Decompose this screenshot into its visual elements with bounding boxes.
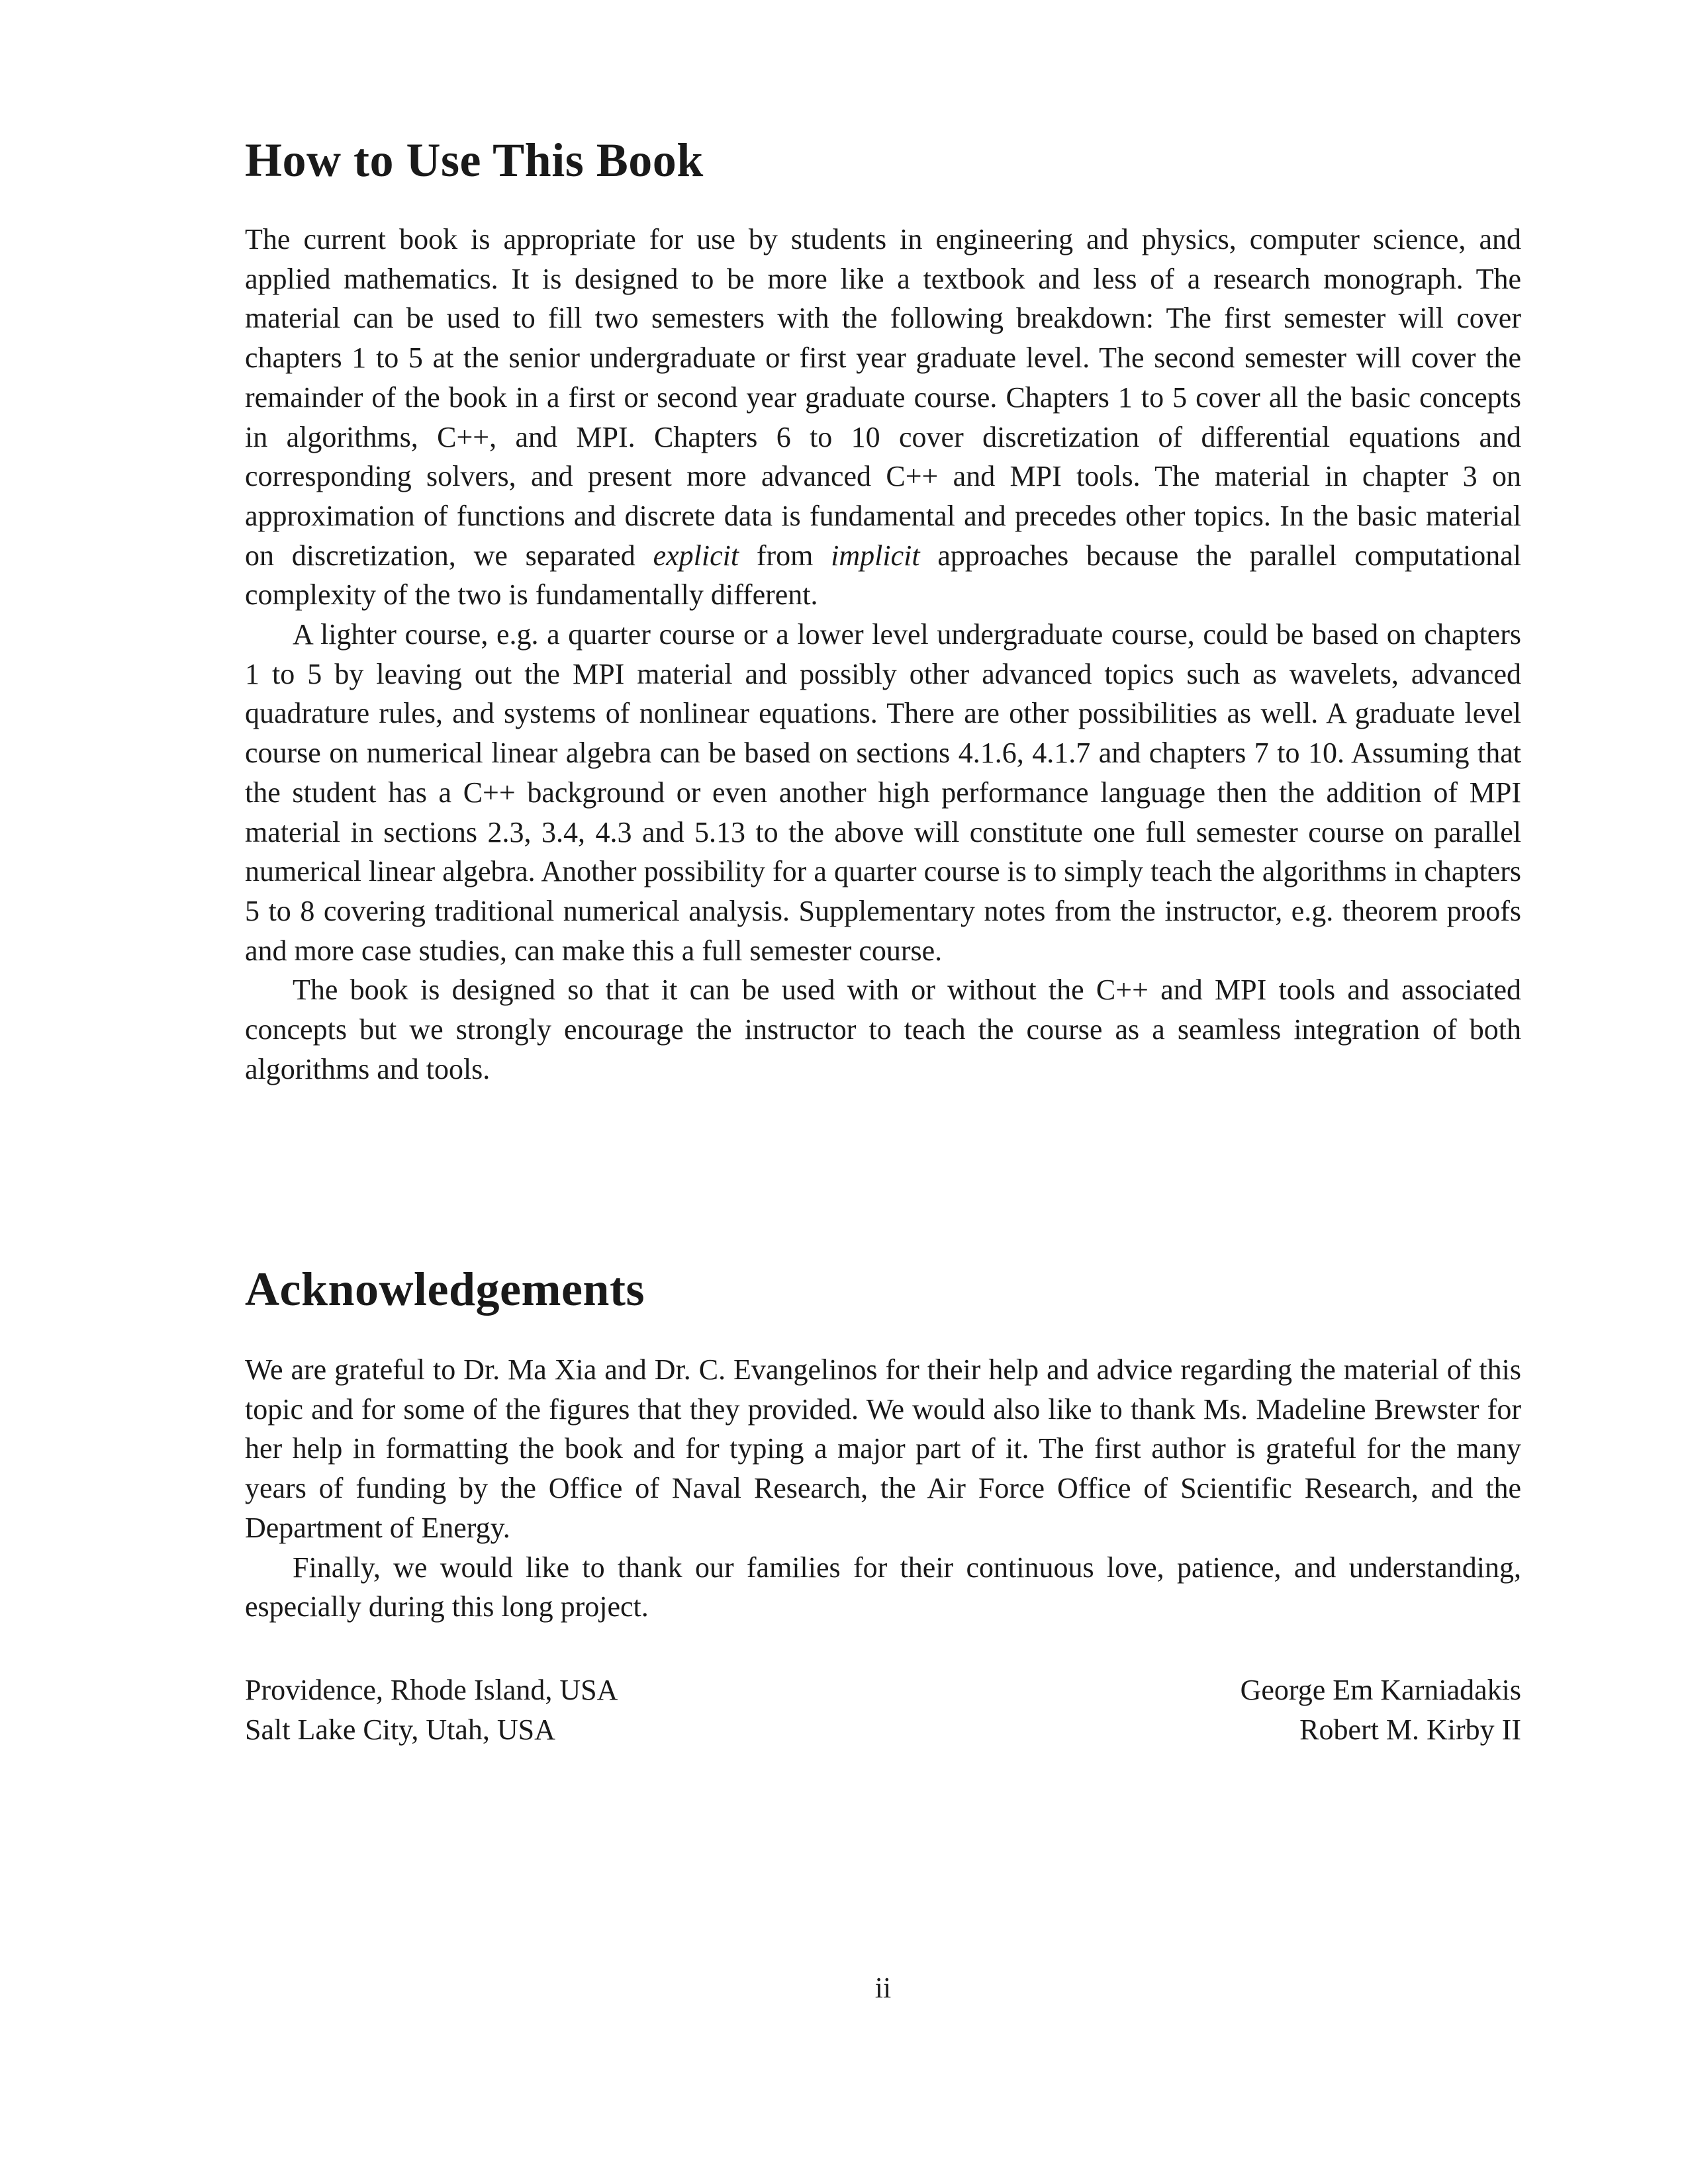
signature-row-2 — [245, 1710, 1521, 1750]
how-to-use-heading: How to Use This Book — [245, 134, 704, 187]
author-1: George Em Karniadakis — [1240, 1674, 1521, 1706]
emphasis-explicit: explicit — [653, 539, 739, 572]
page-number: ii — [874, 1972, 892, 2004]
acknowledgements-section — [245, 1350, 1521, 1627]
acknowledgements-heading: Acknowledgements — [245, 1263, 645, 1316]
signature-block — [245, 1670, 1521, 1750]
book-page — [245, 0, 1521, 2184]
paragraph-text: approaches because the parallel computational complexity of the two is fundamentally different. — [245, 539, 1522, 612]
location-2: Salt Lake City, Utah, USA — [245, 1713, 555, 1746]
emphasis-implicit: implicit — [831, 539, 920, 572]
author-2: Robert M. Kirby II — [1299, 1713, 1521, 1746]
how-to-use-section — [245, 220, 1521, 1089]
signature-row-1 — [245, 1670, 1521, 1710]
how-to-use-paragraph-3: The book is designed so that it can be used with or without the C++ and MPI tools and associated concepts but we strongly encourage the instructor to teach the course as a seamless integration of both algorithms and tools. — [245, 974, 1521, 1085]
how-to-use-paragraph-1 — [245, 220, 1521, 615]
paragraph-text: The current book is appropriate for use by students in engineering and physics, computer science, and applied mathematics. It is designed to be more like a textbook and less of a research monograph. The material can be used to fill two semesters with the following breakdown: The first semester will cover chapters 1 to 5 at the senior undergraduate or first year graduate level. The second semester will cover the remainder of the book in a first or second year graduate course. Chapters 1 to 5 cover all the basic concepts in algorithms, C++, and MPI. Chapters 6 to 10 cover discretization of differential equations and corresponding solvers, and present more advanced C++ and MPI tools. The material in chapter 3 on approximation of functions and discrete data is fundamental and precedes other topics. In the basic material on discretization, we separated — [245, 223, 1521, 572]
acknowledgements-paragraph-2: Finally, we would like to thank our families for their continuous love, patience, and understanding, especially during this long project. — [245, 1551, 1521, 1623]
location-1: Providence, Rhode Island, USA — [245, 1674, 618, 1706]
paragraph-text: from — [756, 539, 814, 572]
how-to-use-paragraph-2: A lighter course, e.g. a quarter course or a lower level undergraduate course, could be based on chapters 1 to 5 by leaving out the MPI material and possibly other advanced topics such as wavelets, advanced quadrature rules, and systems of nonlinear equations. There are other possibilities as well. A graduate level course on numerical linear algebra can be based on sections 4.1.6, 4.1.7 and chapters 7 to 10. Assuming that the student has a C++ background or even another high performance language then the addition of MPI material in sections 2.3, 3.4, 4.3 and 5.13 to the above will constitute one full semester course on parallel numerical linear algebra. Another possibility for a quarter course is to simply teach the algorithms in chapters 5 to 8 covering traditional numerical analysis. Supplementary notes from the instructor, e.g. theorem proofs and more case studies, can make this a full semester course. — [245, 618, 1521, 967]
acknowledgements-paragraph-1: We are grateful to Dr. Ma Xia and Dr. C. Evangelinos for their help and advice regarding the material of this topic and for some of the figures that they provided. We would also like to thank Ms. Madeline Brewster for her help in formatting the book and for typing a major part of it. The first author is grateful for the many years of funding by the Office of Naval Research, the Air Force Office of Scientific Research, and the Department of Energy. — [245, 1353, 1521, 1544]
